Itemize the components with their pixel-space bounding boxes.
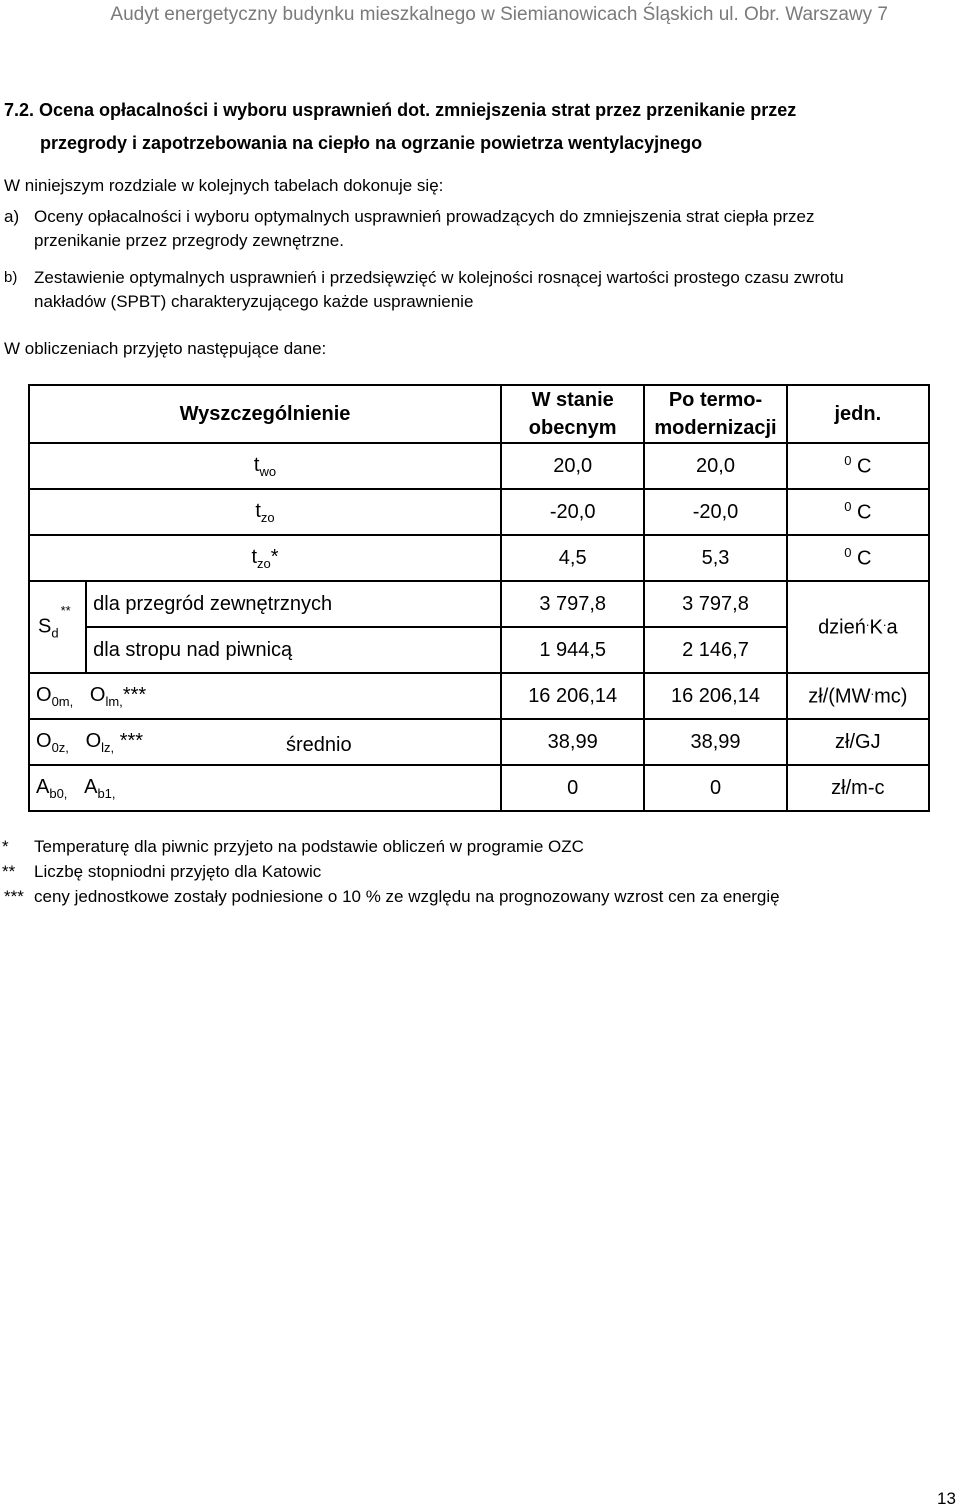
cell-after: -20,0 (644, 489, 786, 535)
input-data-table (28, 384, 930, 812)
cell-current: 38,99 (501, 719, 644, 765)
cell-current: 3 797,8 (501, 581, 644, 627)
sd-ext-label: dla przegród zewnętrznych (86, 581, 501, 627)
cell-current: 0 (501, 765, 644, 811)
row-label-oz: $O_{0z,}$ $O_{lz,}$ *** średnio (29, 719, 501, 765)
cell-unit: $^0$ C (787, 535, 929, 581)
section-title (4, 94, 796, 160)
sd-base-label: dla stropu nad piwnicą (86, 627, 501, 673)
header-current: W stanie obecnym (501, 385, 644, 443)
table-row (29, 673, 929, 719)
cell-after: 5,3 (644, 535, 786, 581)
section-title-line1: 7.2. Ocena opłacalności i wyboru usprawnień dot. zmniejszenia strat przez przenikanie przez (4, 100, 797, 120)
data-intro-text: W obliczeniach przyjęto następujące dane: (4, 339, 327, 358)
cell-after: 0 (644, 765, 786, 811)
section-title-line2: przegrody i zapotrzebowania na ciepło na ogrzanie powietrza wentylacyjnego (40, 133, 703, 153)
footnote (0, 859, 780, 884)
table-row (29, 719, 929, 765)
cell-unit: zł/m-c (787, 765, 929, 811)
footnote-marker: ** (2, 862, 16, 881)
row-label-tzo: $t_{zo}$ (29, 489, 501, 535)
cell-unit: dzień.K.a (787, 581, 929, 673)
cell-after: 38,99 (644, 719, 786, 765)
footnote-marker: *** (4, 887, 24, 906)
cell-unit: $^0$ C (787, 443, 929, 489)
row-label-om: $O_{0m,}$ $O_{lm,}***$ (29, 673, 501, 719)
footnote (0, 884, 780, 909)
table-row (29, 581, 929, 627)
cell-unit: zł/GJ (787, 719, 929, 765)
row-label-ab: $A_{b0,}$ $A_{b1,}$ (29, 765, 501, 811)
cell-after: 16 206,14 (644, 673, 786, 719)
row-label-sd: $S_d^{**}$ (29, 581, 86, 673)
cell-current: -20,0 (501, 489, 644, 535)
row-label-two: $t_{wo}$ (29, 443, 501, 489)
header-unit: jedn. (787, 385, 929, 443)
table-header-row (29, 385, 929, 443)
cell-unit: zł/(MW.mc) (787, 673, 929, 719)
list-item-marker: a) (4, 207, 20, 226)
intro-text: W niniejszym rozdziale w kolejnych tabelach dokonuje się: (4, 176, 444, 195)
footnote-text: Temperaturę dla piwnic przyjeto na podstawie obliczeń w programie OZC (34, 837, 584, 856)
cell-current: 20,0 (501, 443, 644, 489)
avg-label: średnio (286, 734, 352, 756)
footnote-text: ceny jednostkowe zostały podniesione o 10 % ze względu na prognozowany wzrost cen za energię (34, 887, 780, 906)
cell-current: 16 206,14 (501, 673, 644, 719)
cell-after: 3 797,8 (644, 581, 786, 627)
footnote-text: Liczbę stopniodni przyjęto dla Katowic (34, 862, 322, 881)
list-item (4, 205, 904, 253)
list-item-text: Oceny opłacalności i wyboru optymalnych usprawnień prowadzących do zmniejszenia strat ciepła przez przenikanie przez przegrody zewnętrzne. (34, 207, 815, 250)
page-number: 13 (937, 1489, 956, 1508)
list-item-marker: b) (4, 269, 18, 286)
footnotes (0, 834, 780, 909)
cell-current: 4,5 (501, 535, 644, 581)
cell-current: 1 944,5 (501, 627, 644, 673)
table-row (29, 443, 929, 489)
list-item-text: Zestawienie optymalnych usprawnień i przedsięwzięć w kolejności rosnącej wartości prostego czasu zwrotu nakładów (SPBT) charakteryzującego każde usprawnienie (34, 268, 844, 311)
list-item (4, 266, 904, 314)
header-spec: Wyszczególnienie (29, 385, 501, 443)
footnote (0, 834, 780, 859)
cell-after: 20,0 (644, 443, 786, 489)
cell-unit: $^0$ C (787, 489, 929, 535)
header-after: Po termo- modernizacji (644, 385, 786, 443)
table-row (29, 535, 929, 581)
row-label-tzo-star: $t_{zo}*$ (29, 535, 501, 581)
table-row (29, 489, 929, 535)
table-row (29, 765, 929, 811)
footnote-marker: * (2, 837, 9, 856)
page-header: Audyt energetyczny budynku mieszkalnego w Siemianowicach Śląskich ul. Obr. Warszawy 7 (110, 4, 888, 25)
cell-after: 2 146,7 (644, 627, 786, 673)
